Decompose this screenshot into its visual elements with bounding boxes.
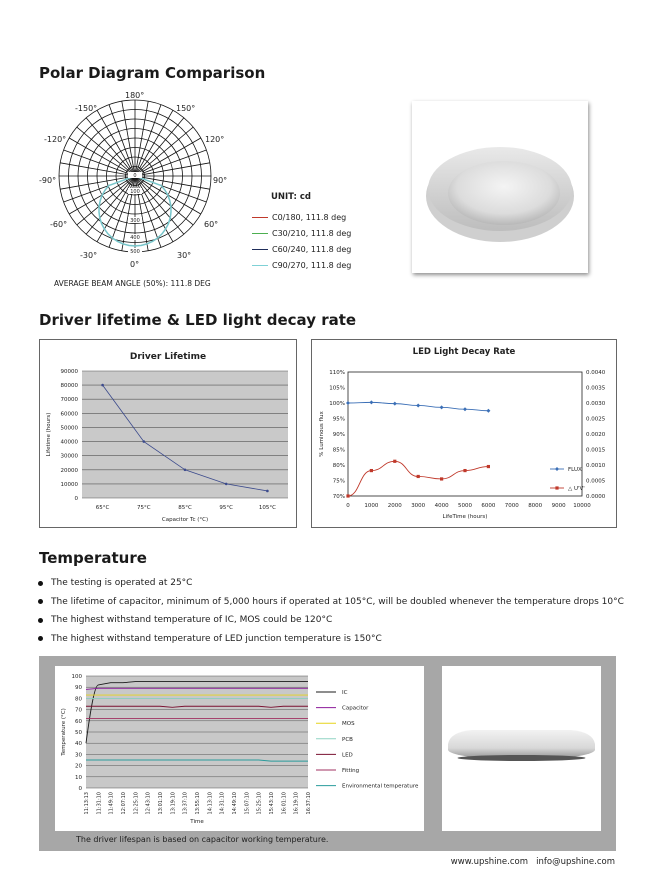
y-tick-label: 90 — [75, 685, 82, 692]
x-tick-label: 14:31:10 — [219, 792, 226, 815]
polar-label-neg30: -30° — [80, 251, 98, 260]
x-tick-label: 15:43:10 — [269, 792, 275, 815]
x-tick-label: 16:37:10 — [306, 792, 312, 815]
y-tick-label: 105% — [329, 385, 345, 392]
polar-legend-item — [252, 261, 351, 270]
y2-tick-label: 0.0010 — [586, 463, 606, 469]
data-point — [143, 440, 146, 443]
footer-contact — [451, 857, 615, 867]
y-tick-label: 50000 — [60, 425, 78, 432]
data-point — [417, 475, 420, 478]
x-tick-label: 13:55:10 — [195, 792, 201, 815]
bullet-text: The highest withstand temperature of LED junction temperature is 150°C — [51, 633, 382, 644]
y-tick-label: 90% — [332, 432, 345, 438]
x-tick-label: 105°C — [258, 505, 276, 511]
x-tick-label: 11:31:10 — [96, 792, 103, 815]
y-tick-label: 80 — [75, 696, 82, 703]
temperature-chart-card — [55, 666, 424, 831]
bullet-icon — [38, 599, 43, 604]
radial-label: 0 — [133, 173, 137, 179]
legend-label: MOS — [342, 721, 355, 728]
x-tick-label: 13:37:10 — [182, 792, 189, 815]
radial-label: 300 — [130, 218, 140, 224]
y-tick-label: 100 — [71, 674, 82, 680]
polar-label-neg120: -120° — [44, 135, 67, 144]
y-tick-label: 80000 — [60, 383, 78, 390]
y-tick-label: 100% — [329, 401, 345, 407]
polar-label-150: 150° — [176, 104, 196, 113]
y2-tick-label: 0.0040 — [586, 370, 606, 376]
data-point — [393, 460, 396, 463]
x-tick-label: 8000 — [528, 503, 543, 509]
polar-heading: Polar Diagram Comparison — [39, 64, 266, 82]
footer-website[interactable]: www.upshine.com — [450, 857, 529, 867]
y-tick-label: 110% — [329, 370, 345, 376]
polar-label-120: 120° — [205, 135, 225, 144]
temperature-note: The driver lifespan is based on capacitor working temperature. — [76, 835, 329, 844]
x-axis-label: Capacitor Tc (°C) — [161, 517, 209, 523]
bullet-text: The highest withstand temperature of IC, MOS could be 120°C — [51, 615, 333, 626]
x-tick-label: 10000 — [573, 503, 591, 509]
x-tick-label: 3000 — [411, 503, 426, 509]
x-tick-label: 65°C — [95, 505, 110, 511]
polar-label-180: 180° — [125, 91, 145, 100]
y-tick-label: 95% — [332, 416, 345, 423]
data-point — [101, 384, 104, 387]
y-axis-label: Temperature (°C) — [61, 708, 67, 756]
y-tick-label: 70 — [75, 707, 82, 714]
legend-label: IC — [342, 690, 348, 696]
x-tick-label: 15:25:10 — [256, 792, 263, 815]
bullet-item — [38, 574, 624, 593]
y-tick-label: 85% — [332, 447, 345, 454]
x-tick-label: 13:01:10 — [158, 792, 164, 815]
y-tick-label: 10000 — [60, 481, 78, 488]
legend-label: C30/210, 111.8 deg — [272, 229, 352, 238]
y-tick-label: 40 — [75, 741, 82, 748]
x-tick-label: 15:07:10 — [244, 792, 251, 815]
polar-legend-item — [252, 229, 351, 238]
x-tick-label: 5000 — [458, 503, 472, 509]
radial-label: 400 — [130, 235, 140, 241]
x-tick-label: 95°C — [219, 505, 233, 511]
y-tick-label: 20 — [75, 763, 82, 770]
x-tick-label: 14:13:10 — [207, 792, 214, 815]
y2-tick-label: 0.0025 — [586, 416, 606, 423]
x-tick-label: 7000 — [504, 503, 519, 509]
legend-label: Fitting — [342, 768, 360, 774]
y-tick-label: 30000 — [60, 453, 78, 460]
bullet-icon — [38, 618, 43, 623]
polar-label-0: 0° — [130, 260, 140, 269]
plot-area — [82, 371, 288, 498]
x-tick-label: 9000 — [551, 503, 566, 509]
y2-tick-label: 0.0005 — [586, 478, 606, 485]
y-tick-label: 90000 — [60, 369, 78, 375]
data-point — [225, 483, 228, 486]
x-tick-label: 1000 — [364, 503, 379, 509]
data-point — [184, 468, 187, 471]
polar-label-neg90: -90° — [39, 176, 57, 185]
x-tick-label: 2000 — [387, 503, 402, 509]
x-tick-label: 11:49:10 — [108, 792, 115, 815]
legend-label: Capacitor — [342, 705, 369, 712]
plot-area — [348, 372, 582, 496]
legend-line-icon — [252, 249, 268, 250]
polar-label-neg150: -150° — [75, 104, 98, 113]
y-tick-label: 50 — [75, 730, 82, 736]
footer-email[interactable]: info@upshine.com — [536, 857, 615, 867]
x-tick-label: 14:49:10 — [232, 792, 238, 815]
y-tick-label: 10 — [75, 774, 82, 781]
polar-legend-item — [252, 213, 346, 222]
polar-legend-item — [252, 245, 351, 254]
legend-line-icon — [252, 217, 268, 218]
data-point — [370, 469, 373, 472]
beam-angle: AVERAGE BEAM ANGLE (50%): 111.8 DEG — [54, 279, 211, 288]
y2-tick-label: 0.0000 — [586, 494, 606, 500]
data-point — [487, 465, 490, 468]
temperature-bullets — [38, 574, 624, 648]
x-tick-label: 0 — [346, 503, 350, 509]
y2-tick-label: 0.0030 — [586, 401, 606, 407]
bullet-text: The lifetime of capacitor, minimum of 5,000 hours if operated at 105°C, will be doubled whenever the temperature drops 10°C — [51, 596, 624, 607]
temperature-heading: Temperature — [39, 549, 147, 567]
legend-label: FLUX — [568, 467, 582, 473]
x-tick-label: 6000 — [481, 503, 496, 509]
legend-marker — [555, 486, 558, 489]
y2-tick-label: 0.0020 — [586, 432, 606, 438]
data-point — [266, 490, 269, 493]
x-tick-label: 12:07:10 — [121, 792, 127, 815]
polar-label-60: 60° — [204, 220, 219, 229]
data-point — [440, 477, 443, 480]
chart-title: Driver Lifetime — [129, 352, 207, 362]
y-axis-label: % Luminous flux — [319, 411, 325, 457]
legend-label: △ U'V' — [568, 486, 585, 492]
x-tick-label: 12:43:10 — [145, 792, 152, 815]
x-tick-label: 11:13:13 — [84, 792, 90, 815]
y-tick-label: 80% — [332, 463, 345, 469]
y-tick-label: 70% — [332, 494, 345, 500]
legend-line-icon — [252, 233, 268, 234]
bullet-item — [38, 630, 624, 649]
x-tick-label: 16:19:10 — [293, 792, 300, 815]
product-photo-side — [442, 666, 601, 831]
radial-label: 500 — [130, 249, 140, 255]
bullet-icon — [38, 636, 43, 641]
x-tick-label: 4000 — [434, 503, 449, 509]
chart-title: LED Light Decay Rate — [412, 347, 516, 357]
x-axis-label: Time — [190, 819, 204, 825]
radial-label: 100 — [130, 189, 140, 195]
bullet-icon — [38, 581, 43, 586]
polar-label-neg60: -60° — [50, 220, 68, 229]
x-tick-label: 85°C — [178, 505, 192, 511]
bullet-item — [38, 593, 624, 612]
y-tick-label: 0 — [74, 496, 78, 502]
y-tick-label: 70000 — [60, 397, 78, 404]
bullet-text: The testing is operated at 25°C — [51, 578, 193, 589]
polar-diagram — [30, 88, 240, 273]
y-tick-label: 75% — [332, 478, 345, 485]
polar-unit: UNIT: cd — [271, 192, 311, 202]
y-tick-label: 20000 — [60, 467, 78, 474]
y-tick-label: 60 — [75, 718, 82, 725]
x-axis-label: LifeTime (hours) — [442, 514, 488, 520]
y2-tick-label: 0.0035 — [586, 385, 606, 392]
led-decay-chart — [311, 339, 617, 528]
data-point — [463, 469, 466, 472]
x-tick-label: 13:19:10 — [170, 792, 177, 815]
product-photo-top — [412, 101, 588, 273]
driver-lifetime-chart — [39, 339, 297, 528]
y-tick-label: 0 — [78, 786, 82, 792]
y-axis-label: Lifetime (hours) — [46, 412, 52, 457]
driver-heading: Driver lifetime & LED light decay rate — [39, 311, 357, 329]
legend-label: C90/270, 111.8 deg — [272, 261, 352, 270]
legend-line-icon — [252, 265, 268, 266]
y-tick-label: 40000 — [60, 439, 78, 446]
y-tick-label: 30 — [75, 752, 82, 759]
legend-label: Environmental temperature — [342, 783, 419, 790]
legend-label: LED — [342, 752, 353, 759]
x-tick-label: 16:01:10 — [281, 792, 288, 815]
bullet-item — [38, 611, 624, 630]
polar-label-90: 90° — [213, 176, 228, 185]
x-tick-label: 75°C — [137, 505, 151, 511]
data-point — [346, 494, 349, 497]
legend-label: C0/180, 111.8 deg — [272, 213, 347, 222]
x-tick-label: 12:25:10 — [133, 792, 140, 815]
polar-label-30: 30° — [177, 251, 192, 260]
legend-label: PCB — [342, 736, 353, 743]
y-tick-label: 60000 — [60, 411, 78, 418]
legend-label: C60/240, 111.8 deg — [272, 245, 352, 254]
y2-tick-label: 0.0015 — [586, 447, 606, 454]
